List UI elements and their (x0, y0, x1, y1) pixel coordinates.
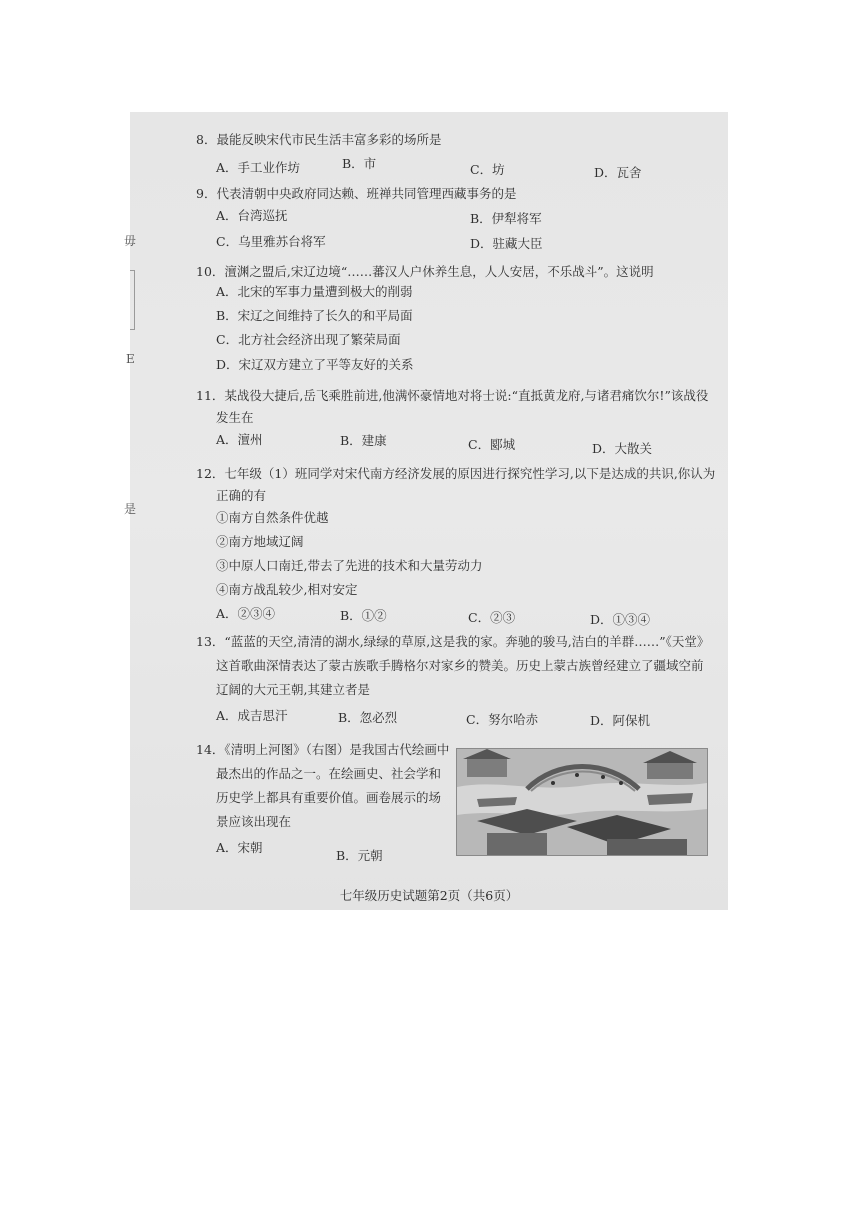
question-11-option-a[interactable]: A．澶州 (216, 432, 263, 447)
question-12-stem-line-1: 12．七年级（1）班同学对宋代南方经济发展的原因进行探究性学习,以下是达成的共识,你认为 (196, 466, 716, 481)
question-11-option-d[interactable]: D．大散关 (592, 441, 653, 456)
question-8-option-b[interactable]: B．市 (342, 156, 377, 171)
question-14-option-a[interactable]: A．宋朝 (216, 840, 263, 855)
question-13-stem-line-2: 这首歌曲深情表达了蒙古族歌手腾格尔对家乡的赞美。历史上蒙古族曾经建立了疆域空前 (216, 658, 704, 673)
question-11-stem-line-1: 11．某战役大捷后,岳飞乘胜前进,他满怀豪情地对将士说:“直抵黄龙府,与诸君痛饮尔!”该战役 (196, 388, 709, 403)
question-14-stem-line-2: 最杰出的作品之一。在绘画史、社会学和 (216, 766, 442, 781)
question-12-option-a[interactable]: A．②③④ (216, 606, 276, 621)
question-13-option-a[interactable]: A．成吉思汗 (216, 708, 288, 723)
question-12-item-3: ③中原人口南迁,带去了先进的技术和大量劳动力 (216, 558, 483, 573)
question-8-stem: 8．最能反映宋代市民生活丰富多彩的场所是 (196, 132, 442, 147)
question-14-stem-line-3: 历史学上都具有重要价值。画卷展示的场 (216, 790, 442, 805)
question-12-item-1: ①南方自然条件优越 (216, 510, 329, 525)
question-9-option-d[interactable]: D．驻藏大臣 (470, 236, 543, 251)
question-8-option-d[interactable]: D．瓦舍 (594, 165, 642, 180)
question-12-option-b[interactable]: B．①② (340, 608, 387, 623)
question-9-option-c[interactable]: C．乌里雅苏台将军 (216, 234, 326, 249)
question-13-stem-line-3: 辽阔的大元王朝,其建立者是 (216, 682, 370, 697)
question-9-option-b[interactable]: B．伊犁将军 (470, 211, 542, 226)
question-13-option-d[interactable]: D．阿保机 (590, 713, 651, 728)
question-9-option-a[interactable]: A．台湾巡抚 (216, 208, 288, 223)
question-13-stem-line-1: 13．“蓝蓝的天空,清清的湖水,绿绿的草原,这是我的家。奔驰的骏马,洁白的羊群……”《天堂》 (196, 634, 710, 649)
question-8-option-c[interactable]: C．坊 (470, 162, 505, 177)
question-12-stem-line-2: 正确的有 (216, 488, 267, 503)
question-9-stem: 9．代表清朝中央政府同达赖、班禅共同管理西藏事务的是 (196, 186, 517, 201)
question-14-option-b[interactable]: B．元朝 (336, 848, 383, 863)
question-10-option-c[interactable]: C．北方社会经济出现了繁荣局面 (216, 332, 401, 347)
question-12-option-d[interactable]: D．①③④ (590, 612, 651, 627)
painting-drawing (457, 749, 707, 855)
exam-page-photo (124, 112, 728, 910)
question-11-option-c[interactable]: C．郾城 (468, 437, 516, 452)
question-10-stem: 10．澶渊之盟后,宋辽边境“……蕃汉人户休养生息，人人安居，不乐战斗”。这说明 (196, 264, 654, 279)
question-10-option-a[interactable]: A．北宋的军事力量遭到极大的削弱 (216, 284, 413, 299)
question-10-option-d[interactable]: D．宋辽双方建立了平等友好的关系 (216, 357, 414, 372)
question-12-option-c[interactable]: C．②③ (468, 610, 516, 625)
question-13-option-b[interactable]: B．忽必烈 (338, 710, 398, 725)
margin-mark-1: 毋 (124, 234, 137, 248)
question-12-item-2: ②南方地域辽阔 (216, 534, 304, 549)
page-footer: 七年级历史试题第2页（共6页） (339, 888, 519, 903)
qingming-painting-image (456, 748, 708, 856)
question-8-option-a[interactable]: A．手工业作坊 (216, 160, 301, 175)
question-12-item-4: ④南方战乱较少,相对安定 (216, 582, 358, 597)
margin-box (130, 270, 135, 330)
question-11-stem-line-2: 发生在 (216, 410, 254, 425)
margin-mark-3: 是 (124, 502, 137, 516)
question-13-option-c[interactable]: C．努尔哈赤 (466, 712, 539, 727)
margin-mark-2: E (126, 352, 135, 366)
question-14-stem-line-4: 景应该出现在 (216, 814, 292, 829)
question-11-option-b[interactable]: B．建康 (340, 433, 387, 448)
question-10-option-b[interactable]: B．宋辽之间维持了长久的和平局面 (216, 308, 413, 323)
question-14-stem-line-1: 14．《清明上河图》（右图）是我国古代绘画中 (196, 742, 450, 757)
